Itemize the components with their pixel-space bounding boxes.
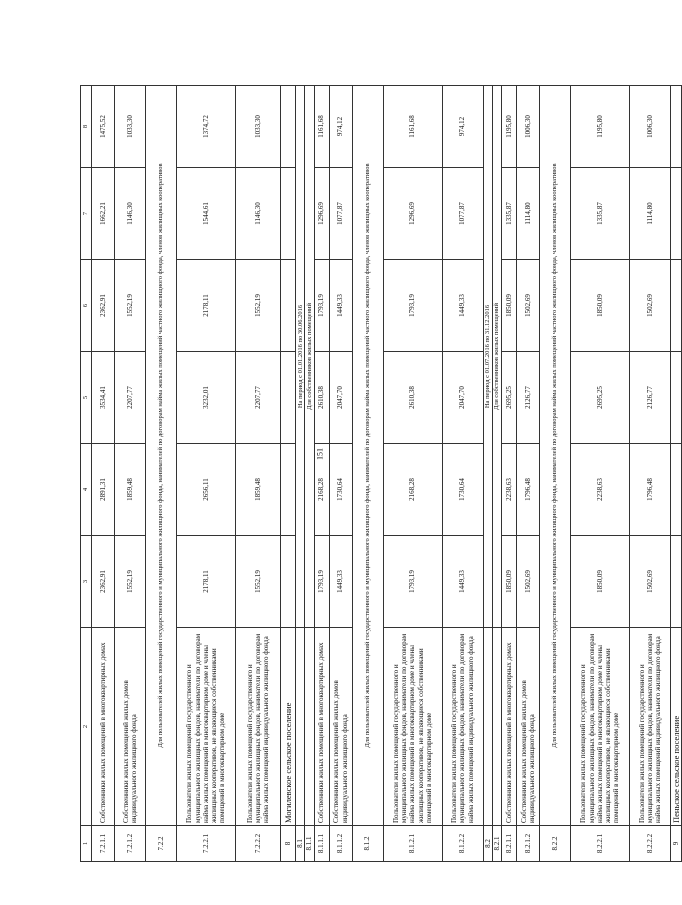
row-number: 8.1.1.2 — [329, 826, 352, 862]
row-number: 7.2.2.1 — [177, 826, 236, 862]
tariff-value: 1502,69 — [517, 536, 540, 628]
table-row — [502, 86, 517, 862]
tariff-value: 1793,19 — [383, 536, 442, 628]
row-number: 8.2.1 — [492, 826, 501, 862]
row-number: 7.2.1.1 — [92, 826, 115, 862]
tariff-value: 1335,87 — [571, 168, 630, 260]
tariff-value: 1335,87 — [502, 168, 517, 260]
section-row — [281, 86, 296, 862]
header-cell: 7 — [81, 168, 92, 260]
tariff-value: 1730,64 — [442, 444, 483, 536]
row-number: 8.1.2.2 — [442, 826, 483, 862]
tariff-value: 2126,77 — [517, 352, 540, 444]
tariff-value: 2178,11 — [177, 260, 236, 352]
row-description: Пользователи жилых помещений государственного и муниципального жилищных фондов, наниматели по договорам найма жилых помещений индивидуального жилищного фонда — [630, 628, 671, 826]
tariff-value: 1552,19 — [115, 536, 146, 628]
row-number: 8.2.1.1 — [502, 826, 517, 862]
tariff-value: 1552,19 — [236, 536, 281, 628]
section-row — [671, 86, 682, 862]
row-number: 8.2.2.2 — [630, 826, 671, 862]
row-description: Пользователи жилых помещений государственного и муниципального жилищных фондов, наниматели по договорам найма жилых помещений в многоквартирном доме и члены жилищных кооперативов, не являющиеся собственниками помещений в многоквартирном доме — [383, 628, 442, 826]
header-cell: 3 — [81, 536, 92, 628]
table-row — [314, 86, 329, 862]
header-cell: 8 — [81, 86, 92, 168]
table-row — [177, 86, 236, 862]
tariff-value: 1552,19 — [115, 260, 146, 352]
tariff-value: 1033,30 — [115, 86, 146, 168]
row-number: 8.1.1 — [305, 826, 314, 862]
row-description: Пользователи жилых помещений государственного и муниципального жилищных фондов, наниматели по договорам найма жилых помещений в многоквартирном доме и члены жилищных кооперативов, не являющиеся собственниками помещений в многоквартирном доме — [571, 628, 630, 826]
row-number: 8.2 — [483, 826, 492, 862]
period-row — [483, 86, 492, 862]
tariff-value: 1374,72 — [177, 86, 236, 168]
tariff-value: 2207,77 — [115, 352, 146, 444]
tariff-value: 2695,25 — [502, 352, 517, 444]
row-description: Пользователи жилых помещений государственного и муниципального жилищных фондов, наниматели по договорам найма жилых помещений индивидуального жилищного фонда — [442, 628, 483, 826]
tariff-value: 1552,19 — [236, 260, 281, 352]
row-description: Собственники жилых помещений жилых домов индивидуального жилищного фонда — [115, 628, 146, 826]
table-row — [236, 86, 281, 862]
tariff-value: 2168,28 — [314, 444, 329, 536]
row-number: 7.2.1.2 — [115, 826, 146, 862]
tariff-value: 1146,30 — [115, 168, 146, 260]
subsection-row — [146, 86, 177, 862]
tariff-value: 1449,33 — [442, 260, 483, 352]
subsection-row — [305, 86, 314, 862]
tariff-value: 974,12 — [442, 86, 483, 168]
tariff-value: 2238,63 — [571, 444, 630, 536]
tariff-value: 1502,69 — [517, 260, 540, 352]
tariff-value: 2610,38 — [314, 352, 329, 444]
period-title: На период с 01.07.2016 по 31.12.2016 — [483, 86, 492, 628]
subsection-title: Для пользователей жилых помещений государственного и муниципального жилищного фонда, нанимателей по договорам найма жилых помещений частного жилищного фонда, членов жилищных кооперативов — [146, 86, 177, 826]
tariff-value: 1161,68 — [314, 86, 329, 168]
tariff-value: 974,12 — [329, 86, 352, 168]
table-row — [630, 86, 671, 862]
period-row — [296, 86, 305, 862]
tariff-value: 1146,30 — [236, 168, 281, 260]
tariff-value: 1730,64 — [329, 444, 352, 536]
table-row — [571, 86, 630, 862]
header-cell: 2 — [81, 628, 92, 826]
tariff-value: 2168,28 — [383, 444, 442, 536]
tariff-value: 1161,68 — [383, 86, 442, 168]
row-number: 9 — [671, 826, 682, 862]
header-cell: 4 — [81, 444, 92, 536]
row-number: 8 — [281, 826, 296, 862]
row-description: Собственники жилых помещений в многоквартирных домах — [314, 628, 329, 826]
row-description: Собственники жилых помещений в многоквартирных домах — [502, 628, 517, 826]
tariff-value: 1006,30 — [630, 86, 671, 168]
tariff-value: 1793,19 — [383, 260, 442, 352]
header-cell: 5 — [81, 352, 92, 444]
tariff-value: 1449,33 — [329, 260, 352, 352]
subsection-row — [352, 86, 383, 862]
tariff-value: 1850,09 — [571, 260, 630, 352]
table-row — [115, 86, 146, 862]
header-cell: 6 — [81, 260, 92, 352]
tariff-value: 1850,09 — [571, 536, 630, 628]
tariff-value: 3534,41 — [92, 352, 115, 444]
tariff-value: 1662,21 — [92, 168, 115, 260]
row-description: Собственники жилых помещений жилых домов индивидуального жилищного фонда — [329, 628, 352, 826]
table-row — [517, 86, 540, 862]
tariff-value: 1114,80 — [517, 168, 540, 260]
tariff-value: 1502,69 — [630, 260, 671, 352]
row-number: 8.2.1.2 — [517, 826, 540, 862]
tariff-value: 1796,48 — [517, 444, 540, 536]
row-description: Собственники жилых помещений в многоквартирных домах — [92, 628, 115, 826]
tariff-value: 1796,48 — [630, 444, 671, 536]
tariff-value: 1850,09 — [502, 536, 517, 628]
row-number: 8.2.2.1 — [571, 826, 630, 862]
row-number: 7.2.2.2 — [236, 826, 281, 862]
subsection-title: Для собственников жилых помещений — [305, 86, 314, 628]
table-row — [442, 86, 483, 862]
tariff-value: 1449,33 — [442, 536, 483, 628]
tariff-value: 1502,69 — [630, 536, 671, 628]
tariff-value: 2362,91 — [92, 536, 115, 628]
row-number: 7.2.2 — [146, 826, 177, 862]
section-title: Пеньское сельское поселение — [671, 628, 682, 826]
subsection-title: Для собственников жилых помещений — [492, 86, 501, 628]
tariff-value: 2362,91 — [92, 260, 115, 352]
table-row — [383, 86, 442, 862]
subsection-title: Для пользователей жилых помещений государственного и муниципального жилищного фонда, нанимателей по договорам найма жилых помещений частного жилищного фонда, членов жилищных кооперативов — [352, 86, 383, 826]
tariff-value: 1449,33 — [329, 536, 352, 628]
tariff-value: 1195,80 — [571, 86, 630, 168]
row-number: 8.1.2.1 — [383, 826, 442, 862]
tariff-value: 2126,77 — [630, 352, 671, 444]
header-row — [81, 86, 92, 862]
subsection-title: Для пользователей жилых помещений государственного и муниципального жилищного фонда, нанимателей по договорам найма жилых помещений частного жилищного фонда, членов жилищных кооперативов — [540, 86, 571, 826]
header-cell: 1 — [81, 826, 92, 862]
tariff-value: 1793,19 — [314, 260, 329, 352]
tariff-value: 1859,48 — [236, 444, 281, 536]
tariff-value: 1475,52 — [92, 86, 115, 168]
tariff-value: 2891,31 — [92, 444, 115, 536]
tariff-value: 1114,80 — [630, 168, 671, 260]
tariff-value: 2610,38 — [383, 352, 442, 444]
tariff-value: 3232,01 — [177, 352, 236, 444]
tariff-value: 1859,48 — [115, 444, 146, 536]
section-title: Могилевское сельское поселение — [281, 628, 296, 826]
tariff-table — [80, 85, 682, 862]
tariff-value: 1850,09 — [502, 260, 517, 352]
row-number: 8.2.2 — [540, 826, 571, 862]
tariff-value: 2656,11 — [177, 444, 236, 536]
row-number: 8.1 — [296, 826, 305, 862]
row-number: 8.1.2 — [352, 826, 383, 862]
tariff-value: 1006,30 — [517, 86, 540, 168]
subsection-row — [540, 86, 571, 862]
row-description: Собственники жилых помещений жилых домов индивидуального жилищного фонда — [517, 628, 540, 826]
tariff-value: 1296,69 — [314, 168, 329, 260]
tariff-value: 1077,87 — [442, 168, 483, 260]
tariff-value: 1195,80 — [502, 86, 517, 168]
subsection-row — [492, 86, 501, 862]
tariff-value: 1544,61 — [177, 168, 236, 260]
tariff-value: 2047,70 — [329, 352, 352, 444]
page-number: 151 — [315, 448, 325, 460]
period-title: На период с 01.01.2016 по 30.06.2016 — [296, 86, 305, 628]
tariff-value: 1296,69 — [383, 168, 442, 260]
row-description: Пользователи жилых помещений государственного и муниципального жилищных фондов, наниматели по договорам найма жилых помещений индивидуального жилищного фонда — [236, 628, 281, 826]
rotated-tariff-table — [80, 86, 681, 862]
row-description: Пользователи жилых помещений государственного и муниципального жилищных фондов, наниматели по договорам найма жилых помещений в многоквартирном доме и члены жилищных кооперативов, не являющиеся собственниками помещений в многоквартирном доме — [177, 628, 236, 826]
tariff-value: 2207,77 — [236, 352, 281, 444]
tariff-value: 2238,63 — [502, 444, 517, 536]
table-row — [92, 86, 115, 862]
tariff-value: 2695,25 — [571, 352, 630, 444]
tariff-value: 2178,11 — [177, 536, 236, 628]
tariff-value: 1033,30 — [236, 86, 281, 168]
table-row — [329, 86, 352, 862]
tariff-value: 2047,70 — [442, 352, 483, 444]
row-number: 8.1.1.1 — [314, 826, 329, 862]
tariff-value: 1793,19 — [314, 536, 329, 628]
tariff-value: 1077,87 — [329, 168, 352, 260]
